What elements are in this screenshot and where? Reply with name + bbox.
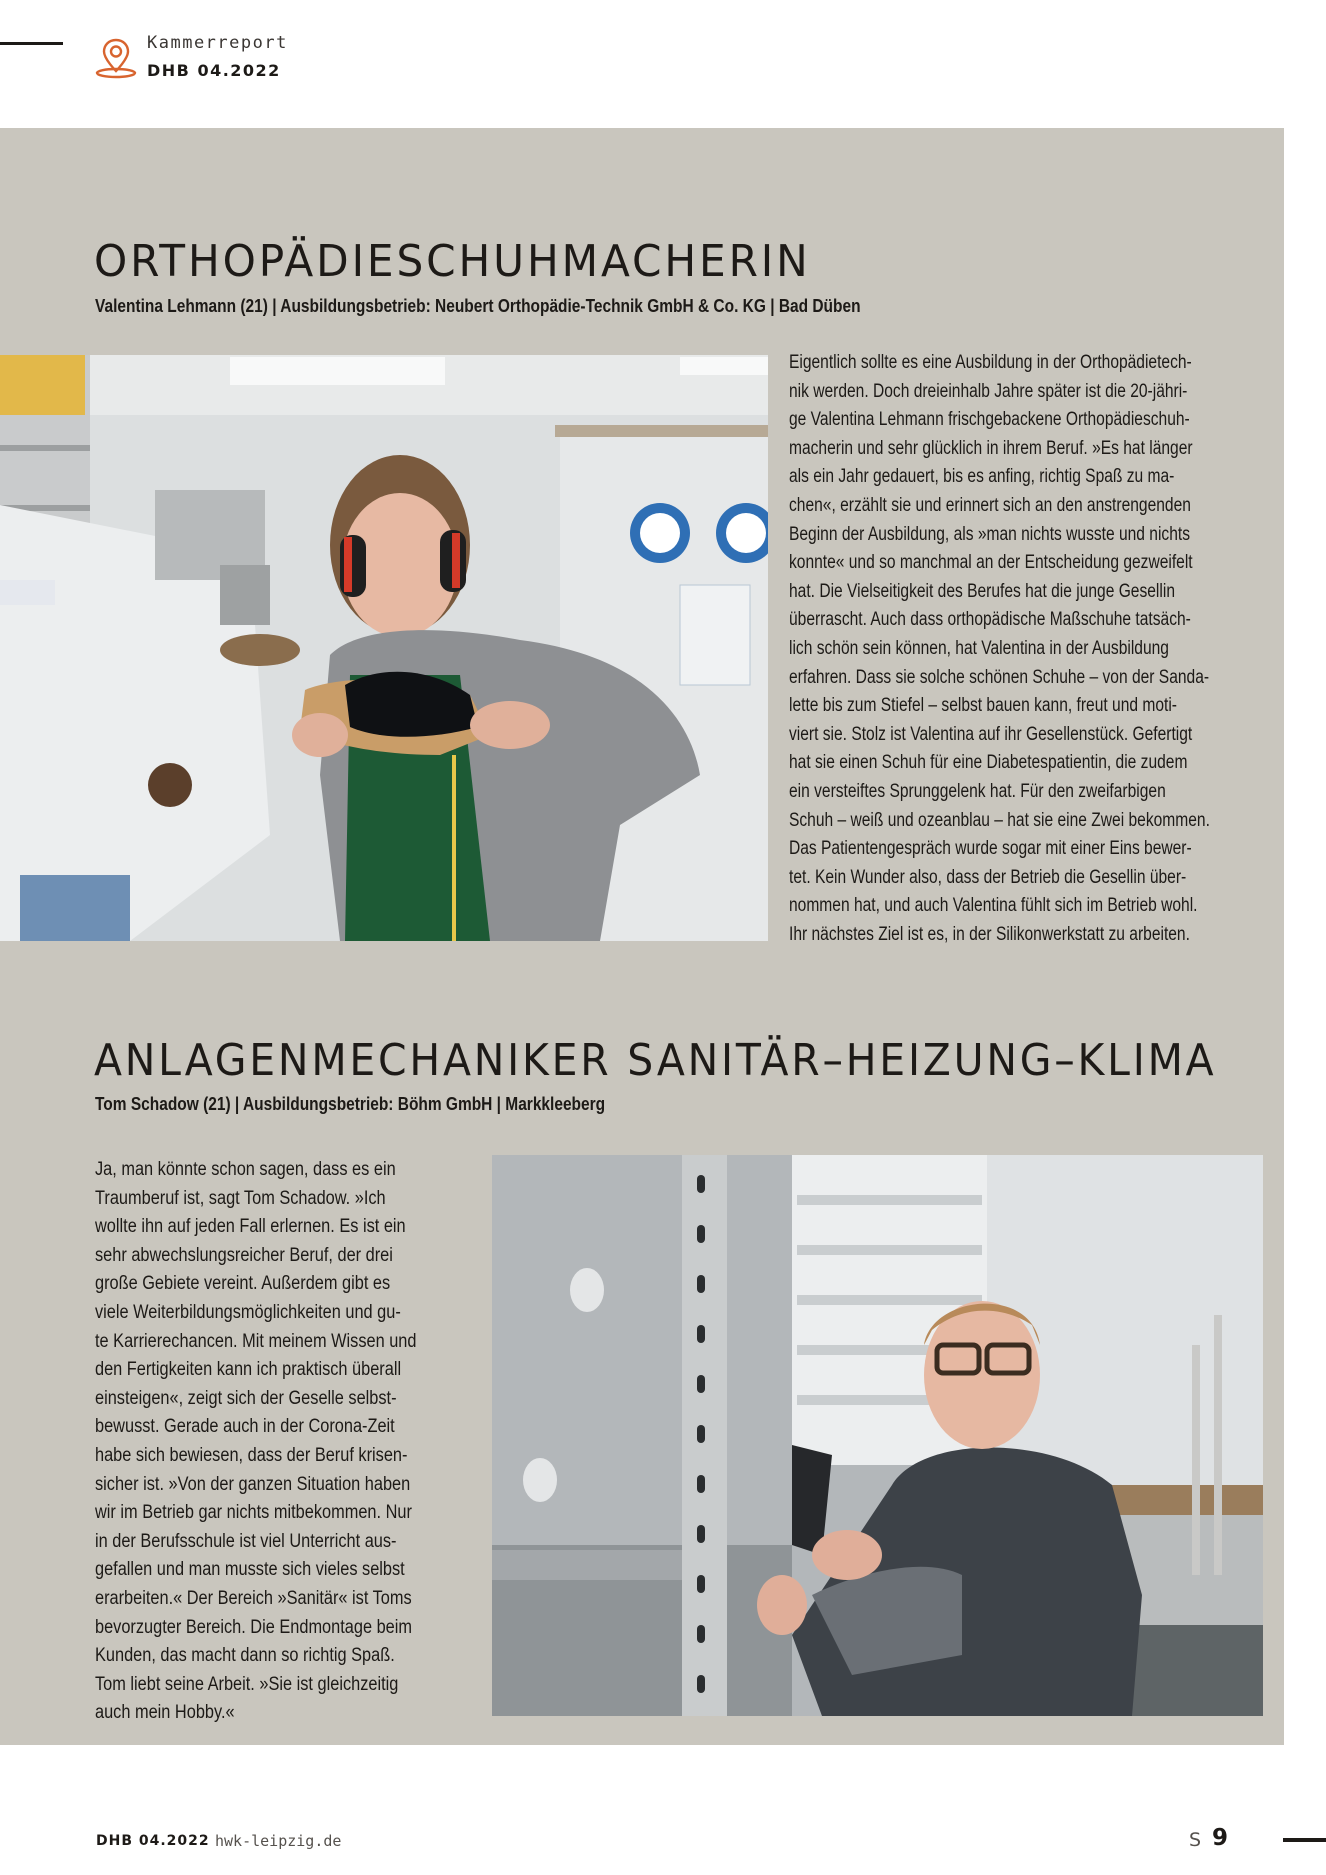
body-line: nommen hat, und auch Valentina fühlt sich im Betrieb wohl.	[789, 895, 1198, 917]
body-line: einsteigen«, zeigt sich der Geselle selbst-	[95, 1387, 397, 1409]
page-number: 9	[1212, 1825, 1229, 1851]
footer-url: hwk-leipzig.de	[215, 1832, 342, 1850]
body-line: macherin und sehr glücklich in ihrem Beruf. »Es hat länger	[789, 437, 1193, 459]
body-line: Beginn der Ausbildung, als »man nichts wusste und nichts	[789, 523, 1191, 545]
footer-issue: DHB 04.2022	[96, 1833, 210, 1849]
body-line: Kunden, das macht dann so richtig Spaß.	[95, 1645, 395, 1667]
body-line: ge Valentina Lehmann frischgebackene Orthopädieschuh-	[789, 409, 1190, 431]
body-line: hat sie einen Schuh für eine Diabetespatientin, die zudem	[789, 752, 1188, 774]
article-body	[789, 349, 1210, 949]
body-line: ein versteiftes Sprunggelenk hat. Für den zweifarbigen	[789, 780, 1166, 802]
body-line: te Karrierechancen. Mit meinem Wissen und	[95, 1330, 417, 1352]
body-line: Tom liebt seine Arbeit. »Sie ist gleichzeitig	[95, 1673, 399, 1695]
footer-rule-right	[1283, 1838, 1326, 1842]
body-line: erfahren. Dass sie solche schönen Schuhe – von der Sanda-	[789, 666, 1210, 688]
body-line: viele Weiterbildungsmöglichkeiten und gu-	[95, 1301, 401, 1323]
body-line: tet. Kein Wunder also, dass der Betrieb die Gesellin über-	[789, 866, 1187, 888]
page-prefix: S	[1189, 1829, 1202, 1851]
body-line: viert sie. Stolz ist Valentina auf ihr Gesellenstück. Gefertigt	[789, 723, 1193, 745]
body-line: Eigentlich sollte es eine Ausbildung in der Orthopädietech-	[789, 352, 1192, 373]
body-line: lich schön sein können, hat Valentina in der Ausbildung	[789, 637, 1169, 659]
article-byline: Tom Schadow (21) | Ausbildungsbetrieb: Böhm GmbH | Markkleeberg	[95, 1094, 606, 1114]
body-line: wir im Betrieb gar nichts mitbekommen. Nur	[95, 1502, 412, 1524]
body-line: bewusst. Gerade auch in der Corona-Zeit	[95, 1416, 395, 1438]
body-line: lette bis zum Stiefel – selbst bauen kann, freut und moti-	[789, 695, 1177, 717]
article-byline: Valentina Lehmann (21) | Ausbildungsbetrieb: Neubert Orthopädie-Technik GmbH & Co. KG | Bad Düben	[95, 296, 861, 316]
body-line: Schuh – weiß und ozeanblau – hat sie eine Zwei bekommen.	[789, 809, 1210, 831]
body-line: erarbeiten.« Der Bereich »Sanitär« ist Toms	[95, 1587, 412, 1609]
section-label: Kammerreport	[147, 33, 288, 53]
body-line: habe sich bewiesen, dass der Beruf krisen-	[95, 1444, 408, 1466]
article-title: ORTHOPÄDIESCHUHMACHERIN	[94, 236, 811, 287]
header-rule-left	[0, 42, 63, 45]
body-line: Traumberuf ist, sagt Tom Schadow. »Ich	[95, 1187, 386, 1209]
photo-apprentice-plumbing-hvac	[492, 1155, 1263, 1716]
body-line: wollte ihn auf jeden Fall erlernen. Es ist ein	[95, 1216, 406, 1238]
body-line: sicher ist. »Von der ganzen Situation haben	[95, 1473, 411, 1495]
body-line: konnte« und so manchmal an der Entscheidung gezweifelt	[789, 552, 1193, 574]
body-line: Ihr nächstes Ziel ist es, in der Silikonwerkstatt zu arbeiten.	[789, 923, 1190, 945]
location-pin-icon	[94, 36, 138, 80]
body-line: Ja, man könnte schon sagen, dass es ein	[95, 1159, 396, 1180]
body-line: hat. Die Vielseitigkeit des Berufes hat die junge Gesellin	[789, 580, 1175, 602]
body-line: große Gebiete vereint. Außerdem gibt es	[95, 1273, 391, 1295]
body-line: bevorzugter Bereich. Die Endmontage beim	[95, 1616, 412, 1638]
body-line: überrascht. Auch dass orthopädische Maßschuhe tatsäch-	[789, 609, 1191, 631]
body-line: gefallen und man musste sich vieles selbst	[95, 1559, 405, 1581]
article-title: ANLAGENMECHANIKER SANITÄR–HEIZUNG–KLIMA	[94, 1035, 1217, 1086]
body-line: in der Berufsschule ist viel Unterricht aus-	[95, 1530, 397, 1552]
body-line: als ein Jahr gedauert, bis es anfing, richtig Spaß zu ma-	[789, 466, 1175, 488]
body-line: Das Patientengespräch wurde sogar mit einer Eins bewer-	[789, 838, 1192, 860]
issue-label: DHB 04.2022	[147, 61, 281, 80]
body-line: auch mein Hobby.«	[95, 1702, 235, 1724]
article-body	[95, 1156, 416, 1728]
photo-apprentice-orthopedic-shoemaker	[0, 355, 768, 941]
body-line: den Fertigkeiten kann ich praktisch überall	[95, 1359, 402, 1381]
body-line: sehr abwechslungsreicher Beruf, der drei	[95, 1244, 393, 1266]
body-line: chen«, erzählt sie und erinnert sich an den anstrengenden	[789, 494, 1191, 516]
body-line: nik werden. Doch dreieinhalb Jahre später ist die 20-jähri-	[789, 380, 1188, 402]
